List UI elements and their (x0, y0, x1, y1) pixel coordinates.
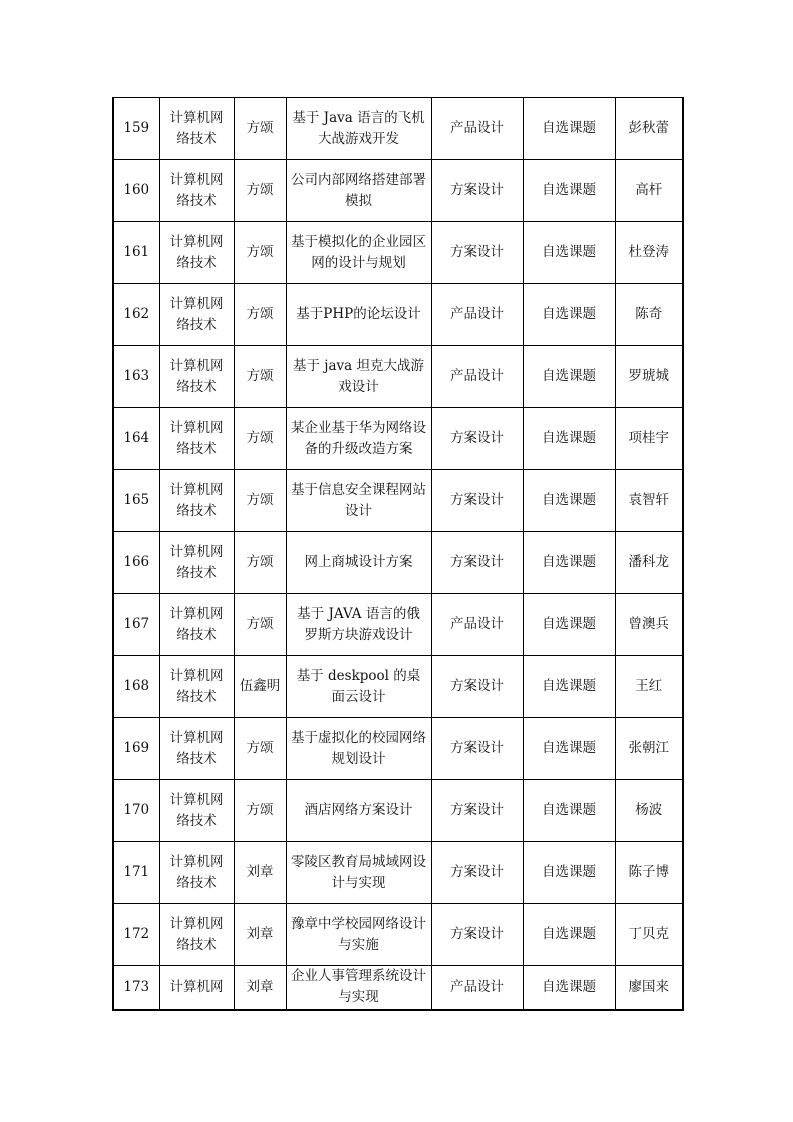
topic-title-cell: 基于PHP的论坛设计 (286, 284, 431, 346)
student-name-cell: 杜登涛 (615, 222, 683, 284)
design-type-cell: 方案设计 (431, 470, 523, 532)
row-number: 161 (113, 222, 159, 284)
topic-source-cell: 自选课题 (523, 780, 615, 842)
topic-source-cell: 自选课题 (523, 718, 615, 780)
design-type-cell: 产品设计 (431, 284, 523, 346)
topic-title-cell: 酒店网络方案设计 (286, 780, 431, 842)
advisor-cell: 方颂 (234, 408, 286, 470)
topic-title-cell: 基于 Java 语言的飞机大战游戏开发 (286, 98, 431, 160)
topics-table (112, 97, 684, 1011)
major-cell: 计算机网络技术 (159, 98, 234, 160)
topic-source-cell: 自选课题 (523, 222, 615, 284)
advisor-cell: 方颂 (234, 718, 286, 780)
table-row (113, 532, 683, 594)
advisor-cell: 刘章 (234, 966, 286, 1010)
topic-title-cell: 基于虚拟化的校园网络规划设计 (286, 718, 431, 780)
student-name-cell: 项桂宇 (615, 408, 683, 470)
student-name-cell: 潘科龙 (615, 532, 683, 594)
design-type-cell: 方案设计 (431, 842, 523, 904)
advisor-cell: 方颂 (234, 222, 286, 284)
design-type-cell: 方案设计 (431, 656, 523, 718)
table-row (113, 842, 683, 904)
student-name-cell: 王红 (615, 656, 683, 718)
advisor-cell: 伍鑫明 (234, 656, 286, 718)
table-row (113, 470, 683, 532)
table-row (113, 656, 683, 718)
design-type-cell: 产品设计 (431, 346, 523, 408)
major-cell: 计算机网络技术 (159, 594, 234, 656)
topic-source-cell: 自选课题 (523, 160, 615, 222)
table-row (113, 98, 683, 160)
major-cell: 计算机网络技术 (159, 842, 234, 904)
design-type-cell: 方案设计 (431, 408, 523, 470)
major-cell: 计算机网络技术 (159, 408, 234, 470)
topic-source-cell: 自选课题 (523, 656, 615, 718)
major-cell: 计算机网 (159, 966, 234, 1010)
topic-source-cell: 自选课题 (523, 346, 615, 408)
table-row (113, 904, 683, 966)
row-number: 167 (113, 594, 159, 656)
advisor-cell: 方颂 (234, 346, 286, 408)
student-name-cell: 陈奇 (615, 284, 683, 346)
design-type-cell: 方案设计 (431, 532, 523, 594)
major-cell: 计算机网络技术 (159, 780, 234, 842)
row-number: 163 (113, 346, 159, 408)
row-number: 164 (113, 408, 159, 470)
student-name-cell: 廖国来 (615, 966, 683, 1010)
row-number: 170 (113, 780, 159, 842)
topic-source-cell: 自选课题 (523, 98, 615, 160)
design-type-cell: 方案设计 (431, 904, 523, 966)
student-name-cell: 高杆 (615, 160, 683, 222)
topic-source-cell: 自选课题 (523, 904, 615, 966)
row-number: 169 (113, 718, 159, 780)
major-cell: 计算机网络技术 (159, 532, 234, 594)
table-row (113, 718, 683, 780)
topic-title-cell: 企业人事管理系统设计与实现 (286, 966, 431, 1010)
design-type-cell: 方案设计 (431, 222, 523, 284)
major-cell: 计算机网络技术 (159, 222, 234, 284)
topic-title-cell: 豫章中学校园网络设计与实施 (286, 904, 431, 966)
advisor-cell: 刘章 (234, 842, 286, 904)
student-name-cell: 杨波 (615, 780, 683, 842)
student-name-cell: 陈子博 (615, 842, 683, 904)
student-name-cell: 袁智轩 (615, 470, 683, 532)
row-number: 173 (113, 966, 159, 1010)
topic-title-cell: 基于模拟化的企业园区网的设计与规划 (286, 222, 431, 284)
design-type-cell: 产品设计 (431, 594, 523, 656)
student-name-cell: 曾澳兵 (615, 594, 683, 656)
topic-title-cell: 公司内部网络搭建部署模拟 (286, 160, 431, 222)
major-cell: 计算机网络技术 (159, 160, 234, 222)
major-cell: 计算机网络技术 (159, 656, 234, 718)
advisor-cell: 方颂 (234, 98, 286, 160)
table-row (113, 594, 683, 656)
student-name-cell: 张朝江 (615, 718, 683, 780)
topic-title-cell: 基于 JAVA 语言的俄罗斯方块游戏设计 (286, 594, 431, 656)
student-name-cell: 丁贝克 (615, 904, 683, 966)
topic-title-cell: 基于 java 坦克大战游戏设计 (286, 346, 431, 408)
topic-title-cell: 基于 deskpool 的桌面云设计 (286, 656, 431, 718)
row-number: 159 (113, 98, 159, 160)
major-cell: 计算机网络技术 (159, 470, 234, 532)
row-number: 162 (113, 284, 159, 346)
topic-title-cell: 基于信息安全课程网站设计 (286, 470, 431, 532)
advisor-cell: 方颂 (234, 532, 286, 594)
major-cell: 计算机网络技术 (159, 346, 234, 408)
table-row (113, 160, 683, 222)
design-type-cell: 产品设计 (431, 966, 523, 1010)
topic-title-cell: 某企业基于华为网络设备的升级改造方案 (286, 408, 431, 470)
table-body (113, 98, 683, 1010)
table-row (113, 222, 683, 284)
design-type-cell: 产品设计 (431, 98, 523, 160)
topic-source-cell: 自选课题 (523, 470, 615, 532)
row-number: 172 (113, 904, 159, 966)
table-row (113, 780, 683, 842)
design-type-cell: 方案设计 (431, 780, 523, 842)
topic-source-cell: 自选课题 (523, 594, 615, 656)
topic-title-cell: 网上商城设计方案 (286, 532, 431, 594)
row-number: 171 (113, 842, 159, 904)
row-number: 168 (113, 656, 159, 718)
advisor-cell: 方颂 (234, 160, 286, 222)
table-row (113, 284, 683, 346)
advisor-cell: 方颂 (234, 594, 286, 656)
row-number: 165 (113, 470, 159, 532)
advisor-cell: 刘章 (234, 904, 286, 966)
advisor-cell: 方颂 (234, 780, 286, 842)
student-name-cell: 彭秋蕾 (615, 98, 683, 160)
design-type-cell: 方案设计 (431, 160, 523, 222)
student-name-cell: 罗琥城 (615, 346, 683, 408)
major-cell: 计算机网络技术 (159, 904, 234, 966)
row-number: 166 (113, 532, 159, 594)
advisor-cell: 方颂 (234, 284, 286, 346)
topic-title-cell: 零陵区教育局城域网设计与实现 (286, 842, 431, 904)
major-cell: 计算机网络技术 (159, 718, 234, 780)
table-row (113, 408, 683, 470)
design-type-cell: 方案设计 (431, 718, 523, 780)
topic-source-cell: 自选课题 (523, 408, 615, 470)
topic-source-cell: 自选课题 (523, 966, 615, 1010)
major-cell: 计算机网络技术 (159, 284, 234, 346)
advisor-cell: 方颂 (234, 470, 286, 532)
topic-source-cell: 自选课题 (523, 842, 615, 904)
row-number: 160 (113, 160, 159, 222)
topic-source-cell: 自选课题 (523, 284, 615, 346)
table-row (113, 346, 683, 408)
table-row (113, 966, 683, 1010)
topic-source-cell: 自选课题 (523, 532, 615, 594)
